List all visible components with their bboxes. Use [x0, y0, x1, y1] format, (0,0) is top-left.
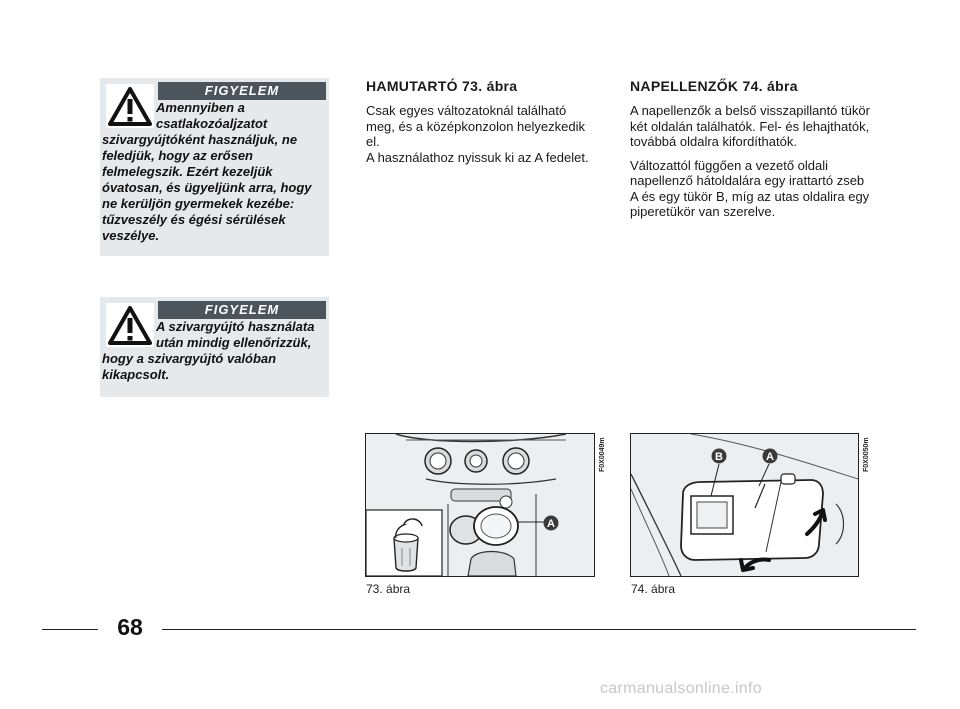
figure-code: F0X0049m: [599, 437, 606, 472]
sunvisor-paragraph-1: A napellenzők a belső visszapillantó tükör két oldalán találhatók. Fel- és lehajthatók, továbbá oldalra kifordíthatók.: [630, 103, 870, 149]
warning-lead: A szivargyújtó használata után mindig: [156, 319, 315, 350]
callout-a-label: A: [547, 518, 555, 530]
ashtray-section: [366, 78, 596, 173]
ashtray-paragraph-1: Csak egyes változatoknál található meg, és a középkonzolon helyezkedik el.: [366, 103, 585, 149]
warning-text: [102, 319, 326, 383]
figure-73-caption: 73. ábra: [366, 582, 411, 596]
page-number: 68: [117, 614, 143, 640]
warning-text: [102, 100, 326, 244]
sunvisor-illustration: [631, 434, 858, 576]
callout-b: [711, 448, 727, 464]
footer-rule-left: [42, 629, 98, 630]
warning-box-1: [100, 78, 329, 256]
warning-body: ellenőrizzük, hogy a szivargyújtó valóban kikapcsolt.: [102, 335, 312, 382]
ashtray-title: HAMUTARTÓ 73. ábra: [366, 78, 518, 94]
ashtray-illustration: [366, 434, 594, 576]
callout-a: [762, 448, 778, 464]
callout-a-label: A: [766, 451, 774, 463]
sunvisor-section: [630, 78, 870, 228]
footer-rule-right: [162, 629, 916, 630]
warning-box-2: [100, 297, 329, 397]
figure-73-ashtray: [365, 433, 606, 577]
warning-heading: FIGYELEM: [158, 301, 326, 319]
figure-74-caption: 74. ábra: [631, 582, 676, 596]
callout-b-label: B: [715, 451, 723, 463]
warning-heading: FIGYELEM: [158, 82, 326, 100]
sunvisor-title: NAPELLENZŐK 74. ábra: [630, 78, 798, 94]
watermark: carmanualsonline.info: [600, 680, 762, 697]
warning-lead: Amennyiben a csatlakozóaljzatot: [156, 100, 268, 131]
figure-74-sunvisor: [630, 433, 870, 577]
figure-code: F0X0050m: [863, 437, 870, 472]
ashtray-paragraph-2: A használathoz nyissuk ki az A fedelet.: [366, 149, 589, 165]
warning-body: szivargyújtóként használjuk, ne feledjük, hogy az erősen felmelegszik. Ezért kezeljük óvatosan, és ügyeljünk arra, hogy ne kerüljön gyermekek kezébe: tűzveszély és égési sérülések veszélye.: [102, 132, 312, 243]
sunvisor-paragraph-2: Változattól függően a vezető oldali napellenző hátoldalára egy irattartó zseb A és egy tükör B, míg az utas oldalira egy piperetükör van szerelve.: [630, 157, 870, 219]
callout-a: [543, 515, 559, 531]
